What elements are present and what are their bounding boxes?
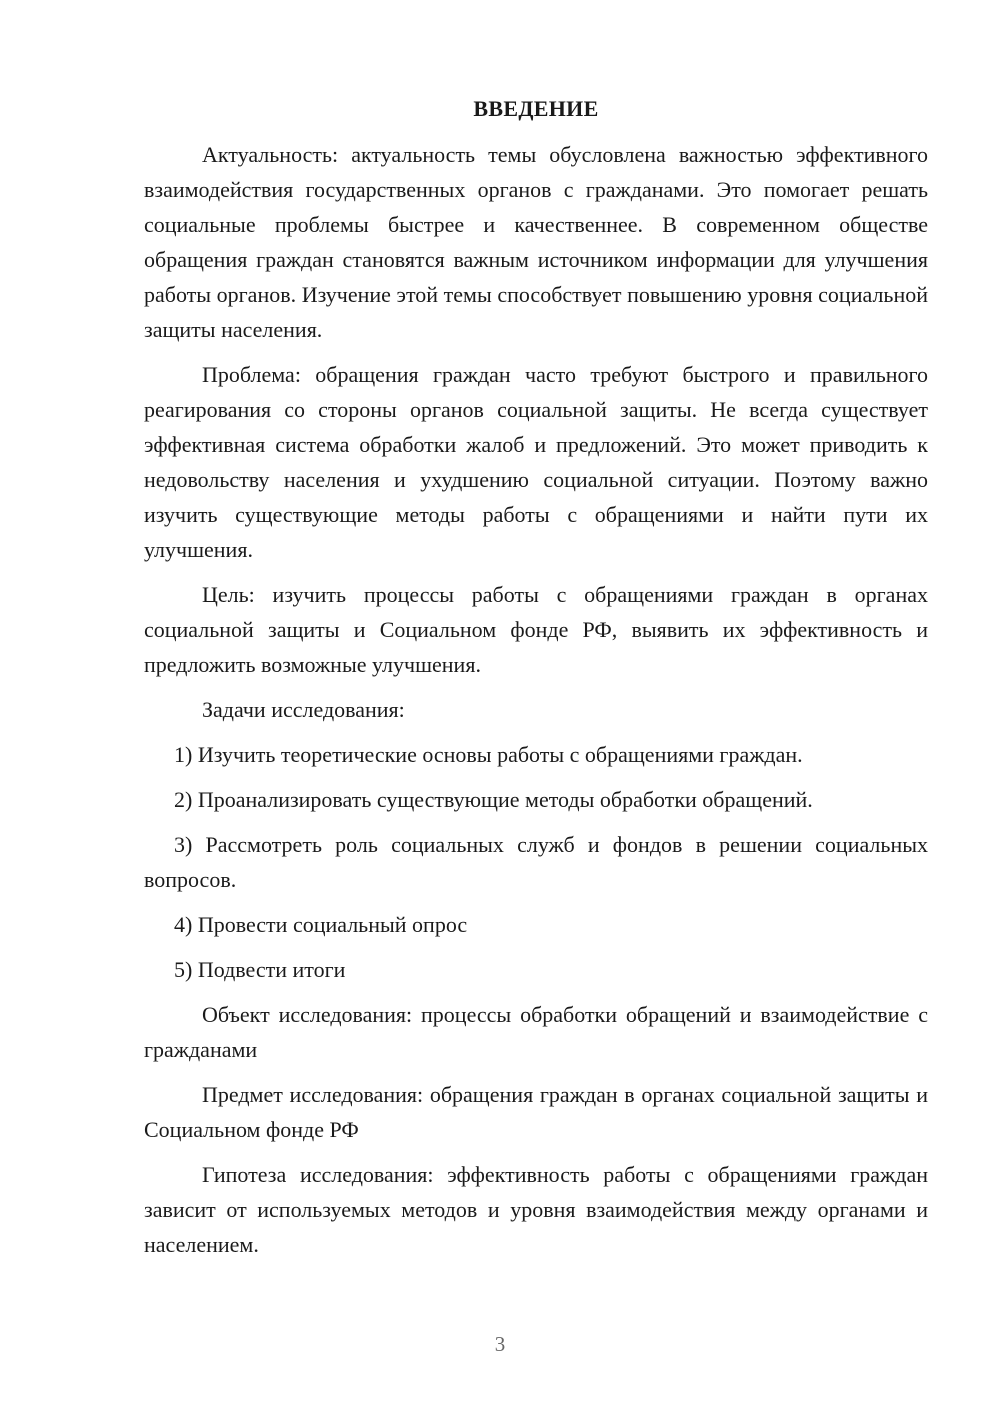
page-number: 3 (494, 1332, 506, 1356)
task-item-2: 2) Проанализировать существующие методы обработки обращений. (174, 787, 813, 812)
paragraph-hypothesis: Гипотеза исследования: эффективность работы с обращениями граждан зависит от используемых методов и уровня взаимодействия между органами и населением. (144, 1162, 928, 1257)
task-item-4: 4) Провести социальный опрос (174, 912, 468, 937)
paragraph-problem: Проблема: обращения граждан часто требуют быстрого и правильного реагирования со стороны органов социальной защиты. Не всегда существует эффективная система обработки жалоб и предложений. Это может приводить к недовольству населения и ухудшению социальной ситуации. Поэтому важно изучить существующие методы работы с обращениями и найти пути их улучшения. (144, 362, 928, 562)
document-page (144, 93, 928, 1272)
task-item-3: 3) Рассмотреть роль социальных служб и фондов в решении социальных вопросов. (144, 832, 928, 892)
paragraph-object: Объект исследования: процессы обработки обращений и взаимодействие с гражданами (144, 1002, 928, 1062)
paragraph-relevance: Актуальность: актуальность темы обусловлена важностью эффективного взаимодействия государственных органов с гражданами. Это помогает решать социальные проблемы быстрее и качественнее. В современном обществе обращения граждан становятся важным источником информации для улучшения работы органов. Изучение этой темы способствует повышению уровня социальной защиты населения. (144, 142, 928, 342)
paragraph-goal: Цель: изучить процессы работы с обращениями граждан в органах социальной защиты и Социальном фонде РФ, выявить их эффективность и предложить возможные улучшения. (144, 582, 928, 677)
task-item-5: 5) Подвести итоги (174, 957, 346, 982)
document-title: ВВЕДЕНИЕ (473, 96, 599, 121)
tasks-heading: Задачи исследования: (202, 697, 405, 722)
paragraph-subject: Предмет исследования: обращения граждан в органах социальной защиты и Социальном фонде РФ (144, 1082, 928, 1142)
task-item-1: 1) Изучить теоретические основы работы с обращениями граждан. (174, 742, 803, 767)
